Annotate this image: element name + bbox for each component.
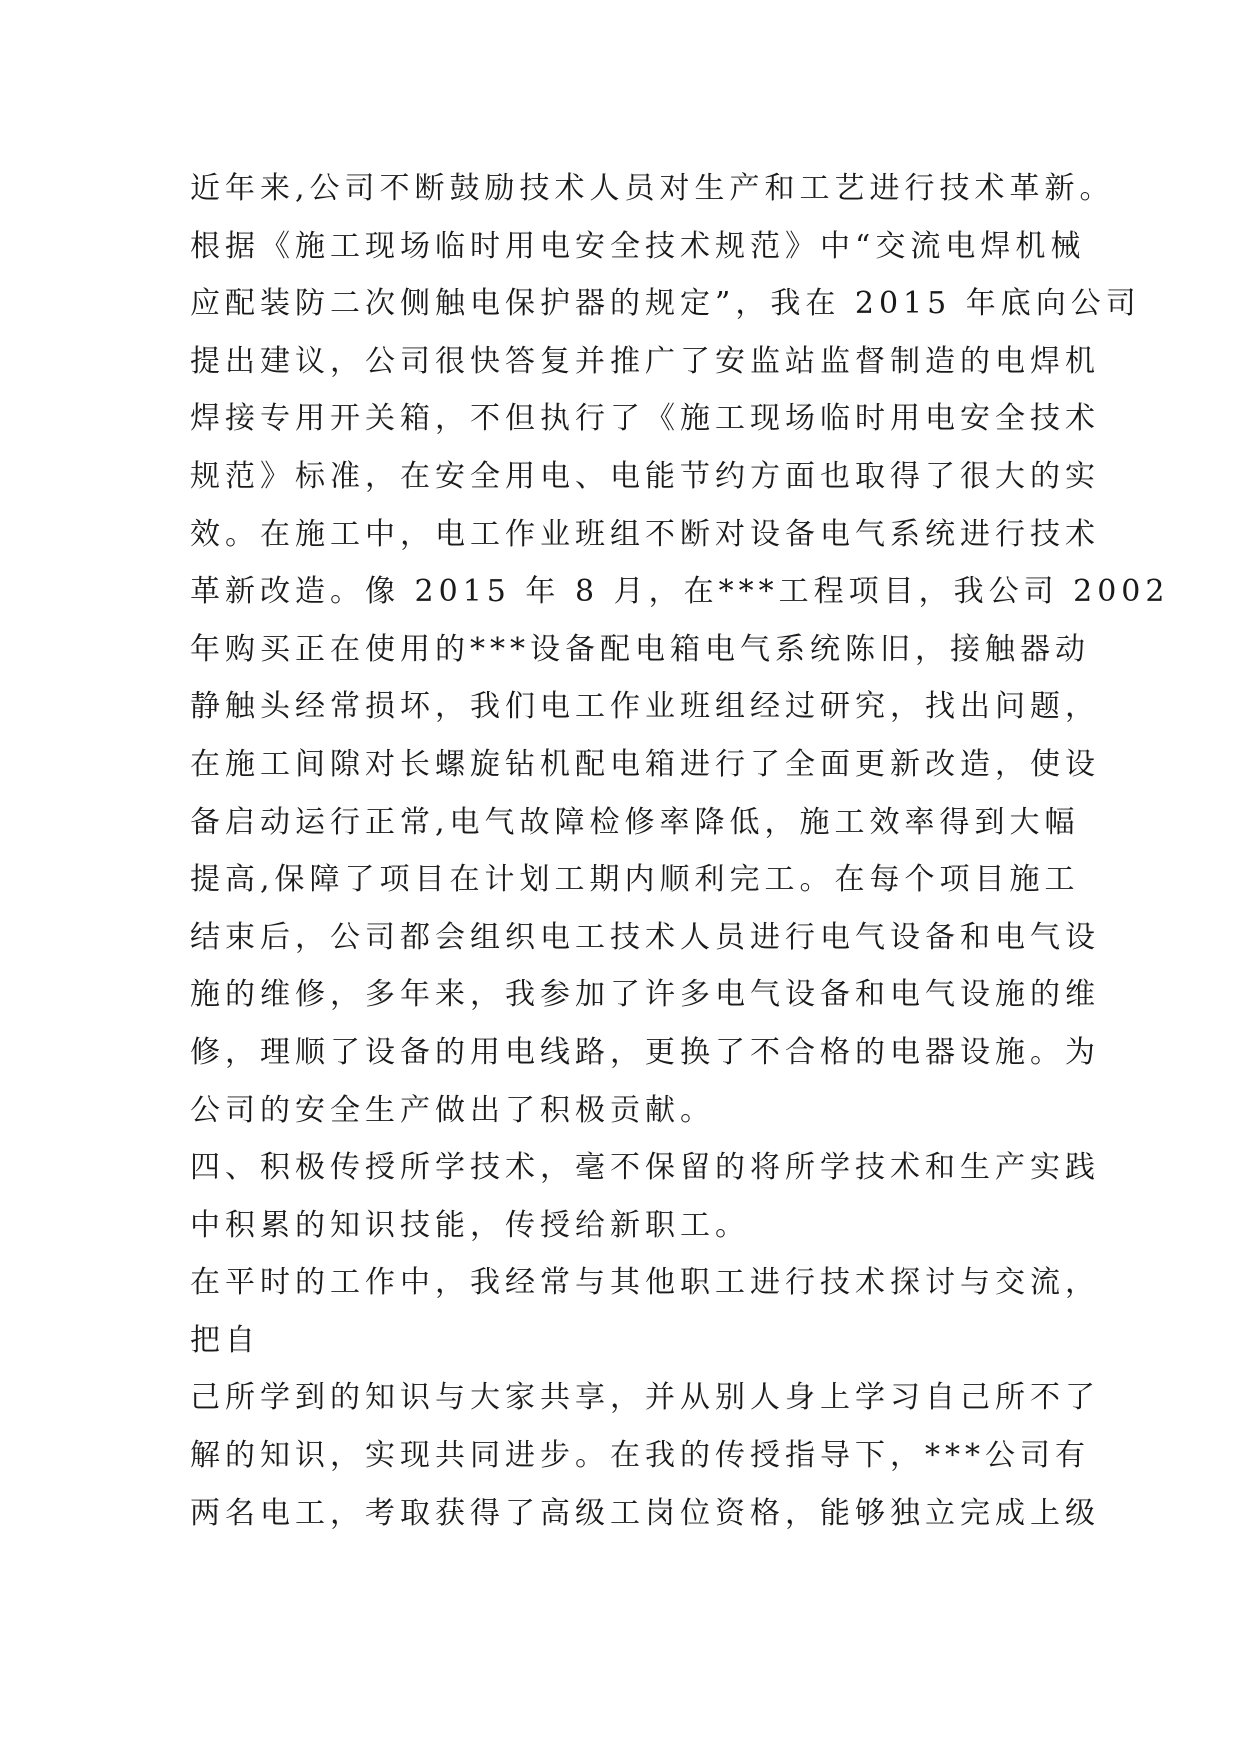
text-line: 效。在施工中，电工作业班组不断对设备电气系统进行技术 [190, 516, 1100, 552]
text-line: 把自 [190, 1322, 260, 1358]
text-line: 静触头经常损坏，我们电工作业班组经过研究，找出问题， [190, 689, 1100, 725]
text-line: 在施工间隙对长螺旋钻机配电箱进行了全面更新改造，使设 [190, 746, 1100, 782]
text-line: 结束后，公司都会组织电工技术人员进行电气设备和电气设 [190, 919, 1100, 955]
text-line: 应配装防二次侧触电保护器的规定”，我在 2015 年底向公司 [190, 286, 1141, 322]
text-line: 备启动运行正常,电气故障检修率降低，施工效率得到大幅 [190, 804, 1080, 840]
text-line: 提高,保障了项目在计划工期内顺利完工。在每个项目施工 [190, 862, 1080, 898]
text-line: 革新改造。像 2015 年 8 月，在***工程项目，我公司 2002 [190, 574, 1170, 610]
body-text [190, 160, 1170, 1542]
text-line: 公司的安全生产做出了积极贡献。 [190, 1092, 715, 1128]
section-heading-line: 四、积极传授所学技术，毫不保留的将所学技术和生产实践 [190, 1150, 1100, 1186]
text-line: 修，理顺了设备的用电线路，更换了不合格的电器设施。为 [190, 1034, 1100, 1070]
text-line: 己所学到的知识与大家共享，并从别人身上学习自己所不了 [190, 1380, 1100, 1416]
text-line: 解的知识，实现共同进步。在我的传授指导下，***公司有 [190, 1438, 1090, 1474]
text-line: 年购买正在使用的***设备配电箱电气系统陈旧，接触器动 [190, 631, 1090, 667]
text-line: 两名电工，考取获得了高级工岗位资格，能够独立完成上级 [190, 1495, 1100, 1531]
section-heading-line: 中积累的知识技能，传授给新职工。 [190, 1207, 750, 1243]
text-line: 提出建议，公司很快答复并推广了安监站监督制造的电焊机 [190, 343, 1100, 379]
text-line: 近年来,公司不断鼓励技术人员对生产和工艺进行技术革新。 [190, 171, 1115, 206]
text-line: 施的维修，多年来，我参加了许多电气设备和电气设施的维 [190, 977, 1100, 1013]
text-line: 在平时的工作中，我经常与其他职工进行技术探讨与交流， [190, 1265, 1100, 1301]
text-line: 规范》标准，在安全用电、电能节约方面也取得了很大的实 [190, 458, 1100, 494]
text-line: 根据《施工现场临时用电安全技术规范》中“交流电焊机械 [190, 228, 1086, 264]
text-line: 焊接专用开关箱，不但执行了《施工现场临时用电安全技术 [190, 401, 1100, 437]
